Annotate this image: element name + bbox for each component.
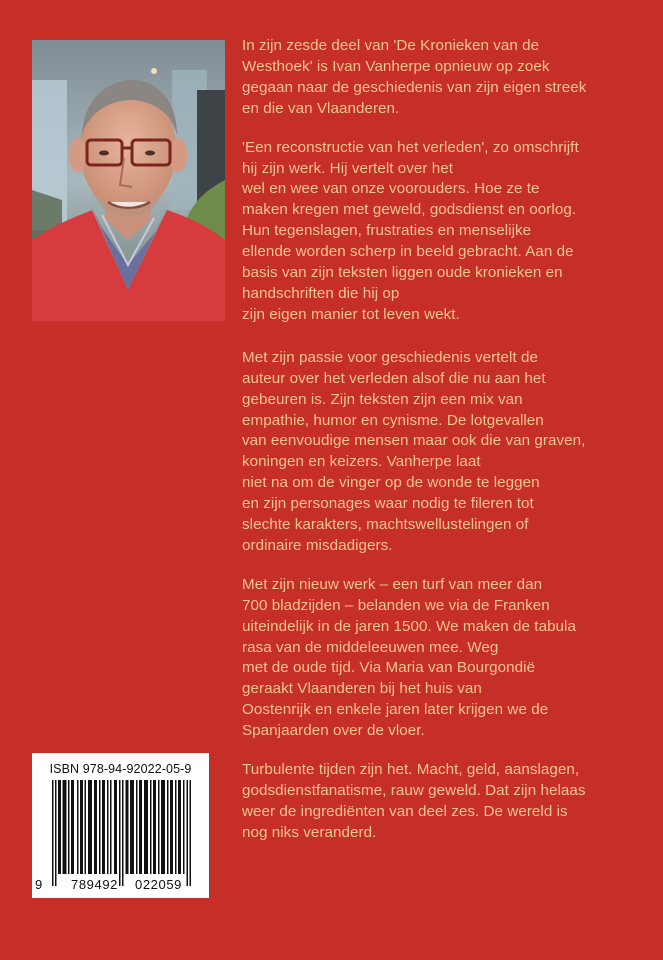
blurb-line: niet na om de vinger op de wonde te leggen <box>242 474 540 492</box>
blurb-line: rasa van de middeleeuwen mee. Weg <box>242 638 499 656</box>
blurb-line: ellende worden scherp in beeld gebracht. Aan de <box>242 243 574 261</box>
blurb-line: weer de ingrediënten van deel zes. De wereld is <box>242 802 568 820</box>
blurb-line: ordinaire misdadigers. <box>242 536 393 554</box>
blurb-line: nog niks veranderd. <box>242 823 377 841</box>
blurb-line: wel en wee van onze voorouders. Hoe ze te <box>242 180 540 198</box>
blurb-paragraph-2 <box>242 138 652 326</box>
blurb-line: 'Een reconstructie van het verleden', zo omschrijft <box>242 138 579 156</box>
blurb-line: gegaan naar de geschiedenis van zijn eigen streek <box>242 78 587 96</box>
blurb-line: geraakt Vlaanderen bij het huis van <box>242 680 482 698</box>
blurb-line: Met zijn passie voor geschiedenis vertelt de <box>242 348 538 366</box>
blurb-line: 700 bladzijden – belanden we via de Franken <box>242 596 550 614</box>
blurb-line: godsdienstfanatisme, rauw geweld. Dat zijn helaas <box>242 782 586 799</box>
blurb-line: hij zijn werk. Hij vertelt over het <box>242 159 454 177</box>
blurb-line: Spanjaarden over de vloer. <box>242 722 425 740</box>
author-portrait-image <box>32 40 225 321</box>
blurb-line: van eenvoudige mensen maar ook die van graven, <box>242 432 586 450</box>
blurb-line: Hun tegenslagen, frustraties en menselijke <box>242 222 532 240</box>
blurb-line: uiteindelijk in de jaren 1500. We maken de tabula <box>242 617 576 635</box>
blurb-line: Oostenrijk en enkele jaren later krijgen we de <box>242 701 549 719</box>
blurb-line: auteur over het verleden alsof die nu aan het <box>242 369 546 387</box>
blurb-line: gebeuren is. Zijn teksten zijn een mix van <box>242 390 523 408</box>
blurb-line: Turbulente tijden zijn het. Macht, geld, aanslagen, <box>242 761 580 779</box>
blurb-line: maken kregen met geweld, godsdienst en oorlog. <box>242 201 577 219</box>
blurb-line: zijn eigen manier tot leven wekt. <box>242 305 460 323</box>
blurb-line: Westhoek' is Ivan Vanherpe opnieuw op zoek <box>242 57 550 75</box>
isbn-barcode <box>32 753 209 898</box>
barcode-left-digits: 789492 <box>71 877 118 892</box>
blurb-line: In zijn zesde deel van 'De Kronieken van de <box>242 37 540 54</box>
blurb-paragraph-5 <box>242 760 652 844</box>
blurb-line: en die van Vlaanderen. <box>242 99 400 117</box>
back-cover-blurb <box>242 36 652 862</box>
blurb-line: koningen en keizers. Vanherpe laat <box>242 453 481 471</box>
barcode-bars-icon <box>52 780 192 890</box>
blurb-line: handschriften die hij op <box>242 284 400 302</box>
barcode-first-digit: 9 <box>35 877 43 892</box>
blurb-line: met de oude tijd. Via Maria van Bourgondië <box>242 659 536 677</box>
blurb-line: basis van zijn teksten liggen oude kronieken en <box>242 264 563 282</box>
blurb-paragraph-1 <box>242 36 652 120</box>
author-photo <box>32 40 225 321</box>
blurb-line: en zijn personages waar nodig te fileren tot <box>242 495 534 513</box>
blurb-line: slechte karakters, machtswellustelingen of <box>242 516 529 534</box>
blurb-paragraph-3 <box>242 348 652 557</box>
blurb-line: Met zijn nieuw werk – een turf van meer dan <box>242 575 543 593</box>
isbn-label: ISBN 978-94-92022-05-9 <box>49 762 192 776</box>
barcode-right-digits: 022059 <box>135 877 182 892</box>
blurb-line: empathie, humor en cynisme. De lotgevallen <box>242 411 544 429</box>
blurb-paragraph-4 <box>242 575 652 742</box>
